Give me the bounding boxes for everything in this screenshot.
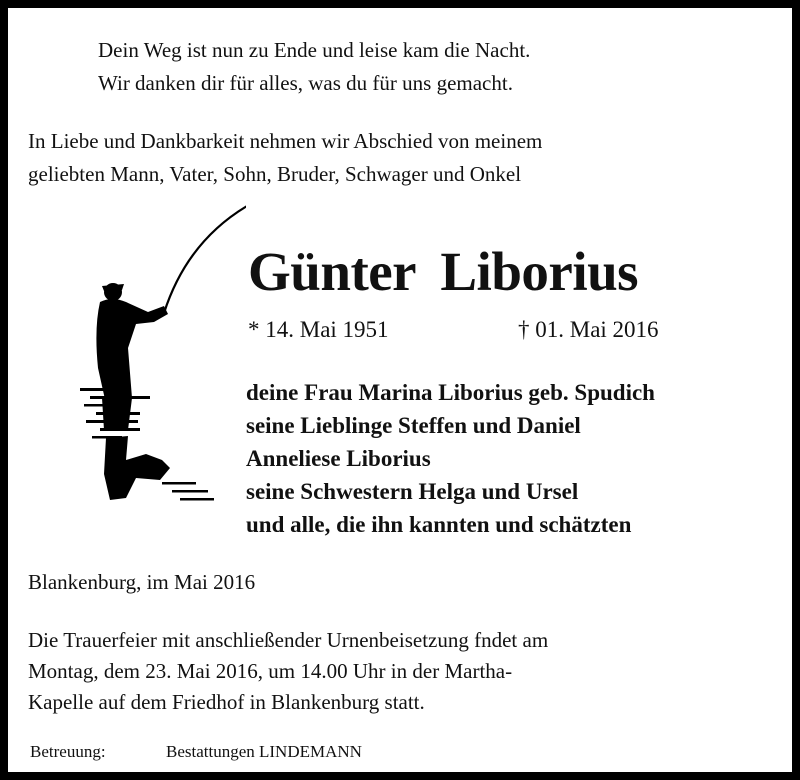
death-date: † 01. Mai 2016 <box>518 317 659 342</box>
mourners-list <box>246 376 655 541</box>
angler-silhouette-icon <box>76 198 246 508</box>
ceremony-line-1: Die Trauerfeier mit anschließender Urnenbeisetzung fndet am <box>28 628 549 652</box>
mourner-line: und alle, die ihn kannten und schätzten <box>246 512 632 537</box>
intro-text <box>28 125 542 191</box>
funeral-home-name: Bestattungen LINDEMANN <box>166 742 362 761</box>
birth-date: * 14. Mai 1951 <box>248 317 389 342</box>
place-and-date: Blankenburg, im Mai 2016 <box>28 570 256 594</box>
mourner-line: deine Frau Marina Liborius geb. Spudich <box>246 380 655 405</box>
ceremony-line-3: Kapelle auf dem Friedhof in Blankenburg statt. <box>28 690 425 714</box>
ceremony-line-2: Montag, dem 23. Mai 2016, um 14.00 Uhr in der Martha- <box>28 659 513 683</box>
verse-line-2: Wir danken dir für alles, was du für uns gemacht. <box>98 71 513 95</box>
credit-label: Betreuung: <box>30 742 106 761</box>
mourner-line: seine Schwestern Helga und Ursel <box>246 479 579 504</box>
intro-line-1: In Liebe und Dankbarkeit nehmen wir Abschied von meinem <box>28 129 543 153</box>
deceased-name: Günter Liborius <box>248 241 639 302</box>
funeral-home-credit <box>30 742 362 762</box>
mourner-line: Anneliese Liborius <box>246 446 431 471</box>
intro-line-2: geliebten Mann, Vater, Sohn, Bruder, Schwager und Onkel <box>28 162 522 186</box>
ceremony-info <box>28 625 548 718</box>
mourner-line: seine Lieblinge Steffen und Daniel <box>246 413 581 438</box>
verse <box>98 34 530 100</box>
verse-line-1: Dein Weg ist nun zu Ende und leise kam die Nacht. <box>98 38 531 62</box>
